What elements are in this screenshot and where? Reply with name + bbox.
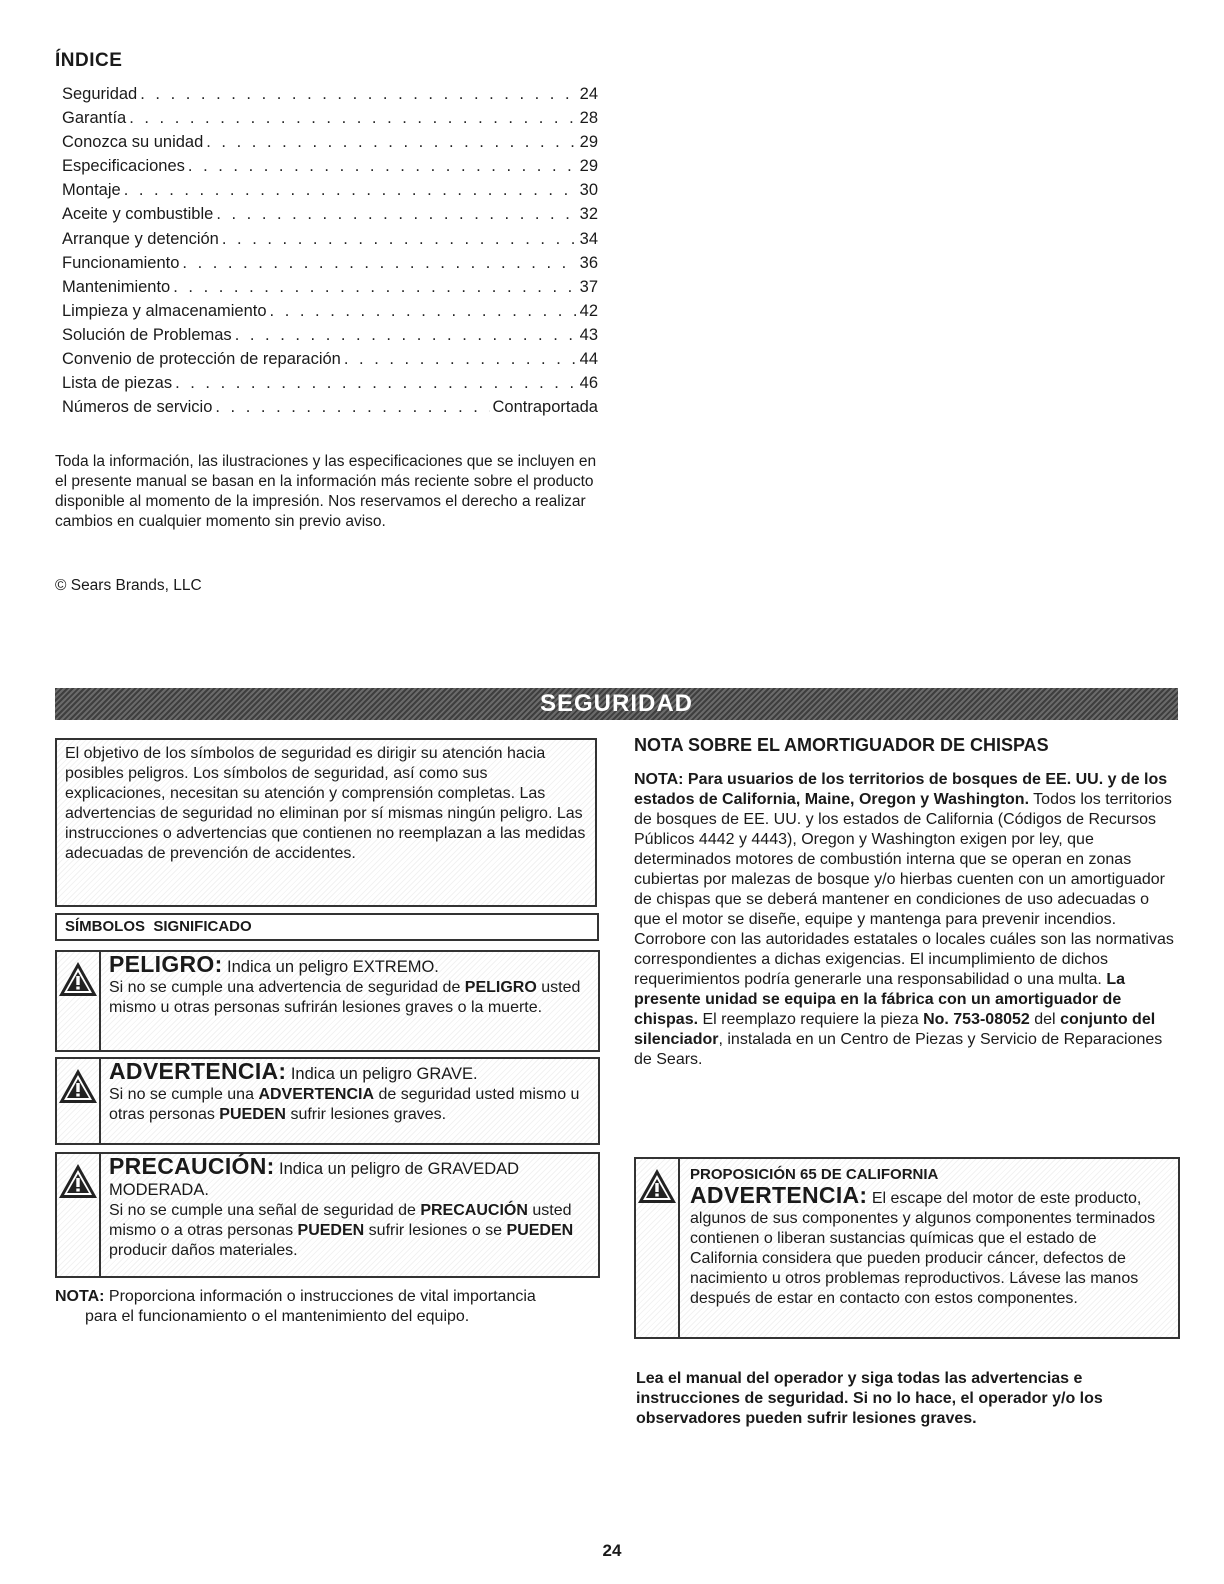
toc-entry bbox=[62, 178, 598, 202]
toc-entry-page: 24 bbox=[579, 85, 598, 103]
note-paragraph bbox=[55, 1287, 600, 1327]
warning-triangle-icon bbox=[57, 1067, 99, 1105]
danger-box bbox=[55, 950, 600, 1052]
caution-box bbox=[55, 1152, 600, 1278]
closing-safety-note: Lea el manual del operador y siga todas las advertencias e instrucciones de seguridad. Si no lo hace, el operador y/o los observadores pueden sufrir lesiones graves. bbox=[636, 1370, 1103, 1427]
prop65-text bbox=[680, 1159, 1178, 1337]
spark-arrester-text: Todos los territorios de bosques de EE. UU. y los estados de California (Códigos de Recursos Públicos 4442 y 4443), Oregon y Washington exigen por ley, que determinados motores de combustión interna que se operan en zonas cubiertas por malezas de bosque y/o hierbas cuenten con un amortiguador de chispas que se deberá mantener en condiciones de uso adecuadas o que el motor se diseñe, equipe y mantenga para prevenir incendios. Corrobore con las autoridades estatales o locales cuáles son las normativas correspondientes a dichas exigencias. El incumplimiento de dichos requerimientos podría generarle una responsabilidad o una multa. bbox=[634, 791, 1174, 988]
toc-dot-leader bbox=[173, 275, 576, 299]
toc-entry bbox=[62, 82, 598, 106]
toc-entry-title: Mantenimiento bbox=[62, 277, 171, 296]
caution-text-d: PUEDEN bbox=[297, 1222, 365, 1239]
danger-text-c: usted mismo u otras personas sufrirán lesiones graves o la muerte. bbox=[109, 979, 581, 1016]
spark-arrester-assembly: conjunto del silenciador bbox=[634, 1011, 1156, 1048]
toc-entry-page: 43 bbox=[579, 325, 598, 344]
disclaimer-paragraph: Toda la información, las ilustraciones y las especificaciones que se incluyen en el presente manual se basan en la información más reciente sobre el producto disponible al momento de la impresión. Nos reservamos el derecho a realizar cambios en cualquier momento sin previo aviso. bbox=[55, 453, 597, 530]
toc-entry bbox=[62, 371, 598, 395]
caution-text bbox=[101, 1154, 598, 1276]
safety-intro-box: El objetivo de los símbolos de seguridad es dirigir su atención hacia posibles peligros. Los símbolos de seguridad, así como sus explicaciones, necesitan su atención y comprensión completas. Las advertencias de seguridad no eliminan por sí mismas ningún peligro. Las instrucciones o advertencias que contienen no reemplazan a las medidas adecuadas de prevención de accidentes. bbox=[55, 738, 597, 907]
toc-entry-page: 37 bbox=[579, 277, 598, 296]
toc-entry-page: 30 bbox=[579, 181, 598, 200]
toc-entry bbox=[62, 347, 598, 371]
toc-entry bbox=[62, 130, 598, 154]
toc-entry bbox=[62, 202, 598, 226]
prop65-warning-text: El escape del motor de este producto, algunos de sus componentes y algunos componentes terminados contienen o liberan sustancias químicas que el estado de California considera que pueden producir cáncer, defectos de nacimiento u otros problemas reproductivos. Lávese las manos después de estar en contacto con estos componentes. bbox=[690, 1190, 1156, 1307]
toc-dot-leader bbox=[182, 251, 576, 275]
toc-dot-leader bbox=[206, 130, 576, 154]
caution-text-a: Si no se cumple una señal de seguridad de bbox=[109, 1202, 416, 1219]
toc-entry bbox=[62, 227, 598, 251]
danger-text bbox=[101, 952, 598, 1050]
warning-symbol bbox=[57, 1059, 101, 1143]
toc-entry-title: Conozca su unidad bbox=[62, 133, 204, 152]
toc-entry-title: Aceite y combustible bbox=[62, 205, 214, 224]
toc-entry-title: Garantía bbox=[62, 109, 127, 128]
prop65-symbol bbox=[636, 1159, 680, 1337]
toc-entry-page: 42 bbox=[579, 301, 598, 320]
caution-text-c: usted mismo o a otras personas bbox=[109, 1202, 572, 1239]
toc-dot-leader bbox=[216, 202, 576, 226]
toc-entry bbox=[62, 323, 598, 347]
warning-text-d: PUEDEN bbox=[219, 1106, 286, 1123]
warning-text-b: ADVERTENCIA bbox=[258, 1086, 374, 1103]
toc-dot-leader bbox=[270, 299, 577, 323]
warning-box bbox=[55, 1057, 600, 1145]
prop65-title: PROPOSICIÓN 65 DE CALIFORNIA bbox=[690, 1166, 939, 1183]
toc-dot-leader bbox=[140, 82, 576, 106]
warning-text-e: sufrir lesiones graves. bbox=[290, 1106, 447, 1123]
toc-dot-leader bbox=[344, 347, 577, 371]
danger-text-b: PELIGRO bbox=[464, 979, 537, 996]
note-label: NOTA: bbox=[55, 1288, 105, 1305]
spark-arrester-heading: NOTA SOBRE EL AMORTIGUADOR DE CHISPAS bbox=[634, 735, 1049, 755]
toc-entry-title: Convenio de protección de reparación bbox=[62, 350, 341, 369]
toc-dot-leader bbox=[175, 371, 577, 395]
caution-text-f: PUEDEN bbox=[506, 1222, 574, 1239]
warning-description: Indica un peligro GRAVE. bbox=[290, 1065, 478, 1083]
spark-arrester-replace-a: El reemplazo requiere la pieza bbox=[702, 1011, 919, 1028]
toc-entry-title: Arranque y detención bbox=[62, 229, 219, 248]
toc-entry-page: 34 bbox=[579, 229, 598, 248]
section-banner bbox=[55, 688, 1178, 720]
toc-entry-page: 28 bbox=[579, 109, 598, 128]
danger-description: Indica un peligro EXTREMO. bbox=[227, 958, 439, 976]
spark-arrester-part-number: No. 753-08052 bbox=[923, 1011, 1030, 1028]
toc-entry-page: 29 bbox=[579, 157, 598, 176]
table-of-contents bbox=[62, 82, 598, 419]
warning-text-c: de seguridad usted mismo u otras personas bbox=[109, 1086, 580, 1123]
toc-entry-title: Números de servicio bbox=[62, 398, 213, 417]
danger-signal-word: PELIGRO: bbox=[109, 951, 223, 977]
spark-arrester-replace-b: del bbox=[1034, 1011, 1056, 1028]
toc-entry-title: Limpieza y almacenamiento bbox=[62, 301, 267, 320]
toc-entry bbox=[62, 299, 598, 323]
danger-symbol bbox=[57, 952, 101, 1050]
toc-dot-leader bbox=[235, 323, 577, 347]
toc-entry-title: Funcionamiento bbox=[62, 253, 180, 272]
toc-entry-title: Montaje bbox=[62, 181, 121, 200]
toc-entry bbox=[62, 275, 598, 299]
toc-dot-leader bbox=[222, 227, 577, 251]
warning-text bbox=[101, 1059, 598, 1143]
index-heading: ÍNDICE bbox=[55, 50, 123, 71]
warning-text-a: Si no se cumple una bbox=[109, 1086, 254, 1103]
spark-arrester-body bbox=[634, 770, 1179, 1070]
warning-triangle-icon bbox=[57, 960, 99, 998]
copyright-notice: © Sears Brands, LLC bbox=[55, 577, 202, 594]
toc-dot-leader bbox=[215, 395, 489, 419]
toc-entry-title: Lista de piezas bbox=[62, 374, 173, 393]
caution-symbol bbox=[57, 1154, 101, 1276]
symbols-header-label: SÍMBOLOS SIGNIFICADO bbox=[65, 918, 252, 935]
toc-entry-title: Especificaciones bbox=[62, 157, 185, 176]
warning-triangle-icon bbox=[57, 1162, 99, 1200]
toc-entry-page: 44 bbox=[579, 350, 598, 369]
prop65-signal-word: ADVERTENCIA: bbox=[690, 1182, 868, 1208]
note-text: Proporciona información o instrucciones de vital importancia bbox=[108, 1288, 536, 1305]
toc-entry-page: 46 bbox=[579, 374, 598, 393]
page-number: 24 bbox=[602, 1541, 622, 1560]
toc-entry-page: 36 bbox=[579, 253, 598, 272]
toc-entry bbox=[62, 106, 598, 130]
symbols-meaning-header bbox=[55, 913, 599, 941]
prop65-box bbox=[634, 1157, 1180, 1339]
spark-arrester-replace-c: , instalada en un Centro de Piezas y Servicio de Reparaciones de Sears. bbox=[634, 1031, 1163, 1068]
danger-text-a: Si no se cumple una advertencia de seguridad de bbox=[109, 979, 461, 996]
spark-arrester-bold-intro: NOTA: Para usuarios de los territorios de bosques de EE. UU. y de los estados de California, Maine, Oregon y Washington. bbox=[634, 771, 1168, 808]
toc-entry-page: Contraportada bbox=[492, 398, 598, 417]
toc-entry-title: Seguridad bbox=[62, 85, 138, 103]
toc-entry bbox=[62, 395, 598, 419]
note-text-continued: para el funcionamiento o el mantenimiento del equipo. bbox=[85, 1308, 470, 1325]
caution-text-g: producir daños materiales. bbox=[109, 1242, 298, 1259]
toc-dot-leader bbox=[129, 106, 576, 130]
caution-text-e: sufrir lesiones o se bbox=[368, 1222, 503, 1239]
warning-triangle-icon bbox=[636, 1167, 678, 1205]
toc-entry bbox=[62, 154, 598, 178]
spark-arrester-factory-note: La presente unidad se equipa en la fábrica con un amortiguador de chispas. bbox=[634, 971, 1125, 1028]
toc-entry-page: 32 bbox=[579, 205, 598, 224]
caution-text-b: PRECAUCIÓN bbox=[420, 1202, 528, 1219]
caution-signal-word: PRECAUCIÓN: bbox=[109, 1153, 275, 1179]
toc-dot-leader bbox=[124, 178, 577, 202]
toc-entry bbox=[62, 251, 598, 275]
toc-dot-leader bbox=[188, 154, 577, 178]
warning-signal-word: ADVERTENCIA: bbox=[109, 1058, 287, 1084]
caution-description: Indica un peligro de GRAVEDAD MODERADA. bbox=[109, 1160, 520, 1199]
toc-entry-title: Solución de Problemas bbox=[62, 325, 232, 344]
section-title: SEGURIDAD bbox=[539, 690, 693, 717]
toc-entry-page: 29 bbox=[579, 133, 598, 152]
